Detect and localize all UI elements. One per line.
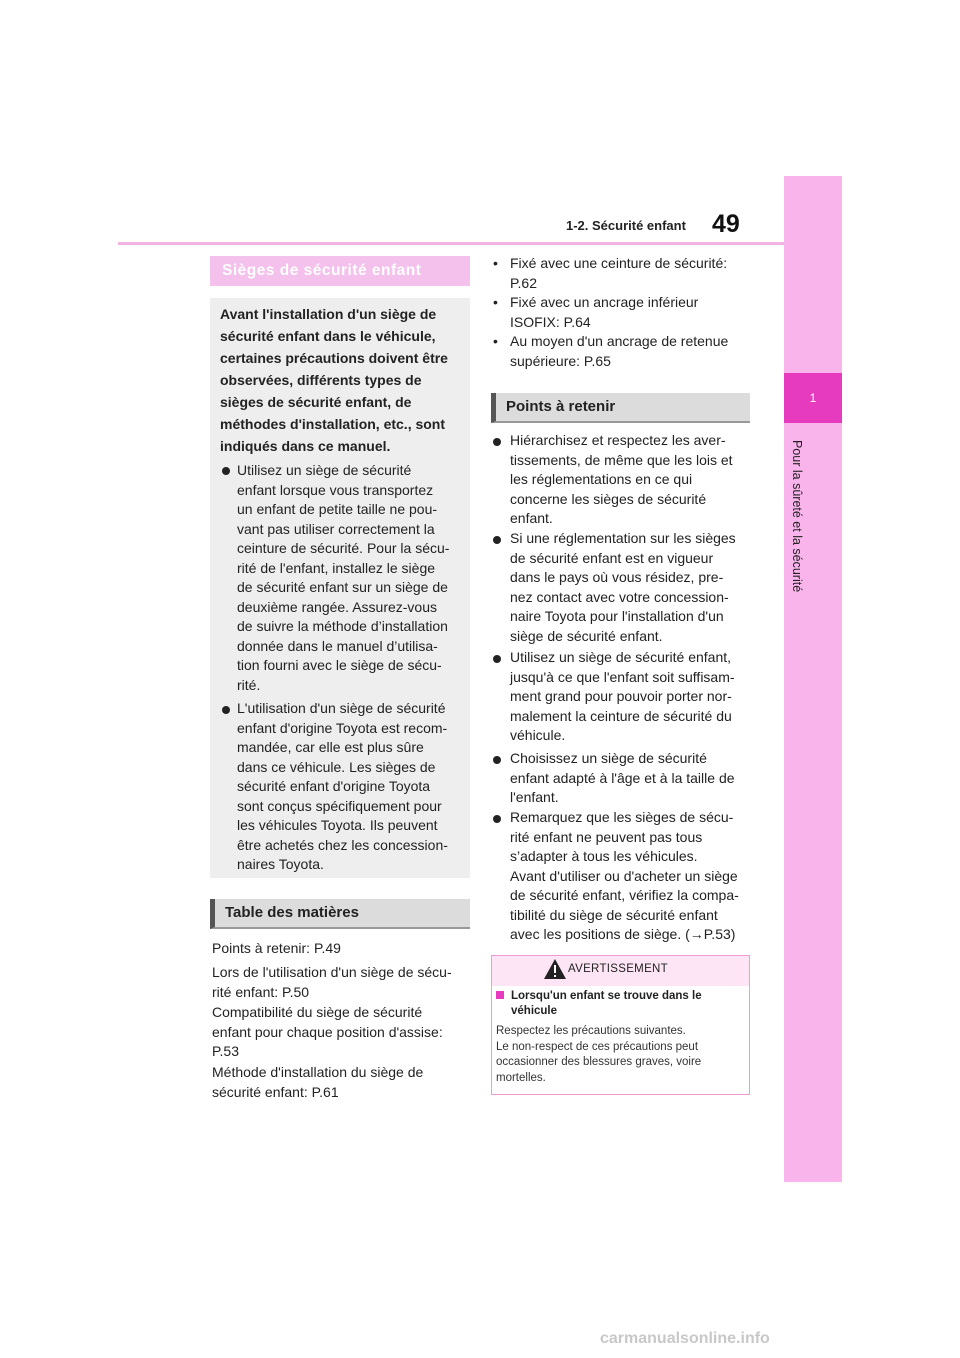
bullet-use-child-seat: Utilisez un siège de sécurité enfant lorsque vous transportez un enfant de petite taille ne pou- vant pas utiliser correctement la ceinture de sécurité. Pour la sécu- rité de l'enfant, installez le siège de sécurité enfant sur un siège de deuxième rangée. Assurez-vous de suivre la méthode d’installation donnée dans le manuel d’utilisa- tion fourni avec le siège de sécu- rité. [237,462,450,693]
watermark: carmanualsonline.info [600,1330,770,1347]
toc-item[interactable]: Points à retenir: P.49 [212,940,341,956]
chapter-side-tab [784,176,842,1182]
section-title-points: Points à retenir [491,393,750,423]
warning-square-icon [496,991,504,999]
toc-item[interactable]: Méthode d'installation du siège de sécurité enfant: P.61 [212,1064,424,1100]
section-title-child-seats: Sièges de sécurité enfant [210,256,470,286]
page-number: 49 [712,210,740,238]
warning-subtitle: Lorsqu'un enfant se trouve dans le véhicule [511,990,702,1017]
bullet-dot [493,438,501,446]
toc-item[interactable]: Lors de l'utilisation d'un siège de sécu- rité enfant: P.50 [212,964,452,1000]
header-rule [118,242,784,245]
chapter-title: Pour la sûreté et la sécurité [790,440,804,593]
bullet-dot [222,706,230,714]
intro-text: Avant l'installation d'un siège de sécurité enfant dans le véhicule, certaines précautions doivent être observées, différents types de sièges de sécurité enfant, de méthodes d'installation, etc., sont indiqués dans ce manuel. [220,306,448,454]
point-item: Hiérarchisez et respectez les aver- tissements, de même que les lois et les réglementations en ce qui concerne les sièges de sécurité enfant. [510,432,733,526]
bullet-genuine-toyota: L'utilisation d'un siège de sécurité enfant d'origine Toyota est recom- mandée, car elle est plus sûre dans ce véhicule. Les sièges de sécurité enfant d'origine Toyota sont conçus spécifiquement pour les véhicules Toyota. Ils peuvent être achetés chez les concession- naires Toyota. [237,700,448,872]
point-item: Si une réglementation sur les sièges de sécurité enfant est en vigueur dans le pays où vous résidez, pre- nez contact avec votre concession- naire Toyota pour l'installation d'un siège de sécurité enfant. [510,530,736,644]
point-item: Remarquez que les sièges de sécu- rité enfant ne peuvent pas tous s’adapter à tous les véhicules. Avant d'utiliser ou d'acheter un siège de sécurité enfant, vérifiez la compa- tibilité du siège de sécurité enfant avec les positions de siège. (→P.53) [510,809,739,942]
list-bullet: • [493,255,498,271]
section-title-toc: Table des matières [210,899,470,929]
bullet-dot [493,815,501,823]
fix-item-isofix: Fixé avec un ancrage inférieur ISOFIX: P.64 [510,294,699,330]
fix-item-seatbelt: Fixé avec une ceinture de sécurité: P.62 [510,255,728,291]
section-header: 1-2. Sécurité enfant [566,218,686,233]
point-item: Choisissez un siège de sécurité enfant adapté à l'âge et à la taille de l'enfant. [510,750,735,805]
fix-item-top-tether: Au moyen d'un ancrage de retenue supérieure: P.65 [510,333,729,369]
warning-title: AVERTISSEMENT [568,963,668,975]
warning-body: Respectez les précautions suivantes. Le non-respect de ces précautions peut occasionner des blessures graves, voire mortelles. [496,1025,702,1084]
bullet-dot [493,536,501,544]
point-item: Utilisez un siège de sécurité enfant, jusqu'à ce que l'enfant soit suffisam- ment grand pour pouvoir porter nor- malement la ceinture de sécurité du véhicule. [510,649,735,743]
toc-item[interactable]: Compatibilité du siège de sécurité enfant pour chaque position d'assise: P.53 [212,1004,443,1059]
list-bullet: • [493,333,498,349]
bullet-dot [493,655,501,663]
chapter-number: 1 [809,391,817,405]
warning-triangle-icon [543,958,567,980]
bullet-dot [493,756,501,764]
list-bullet: • [493,294,498,310]
bullet-dot [222,467,230,475]
